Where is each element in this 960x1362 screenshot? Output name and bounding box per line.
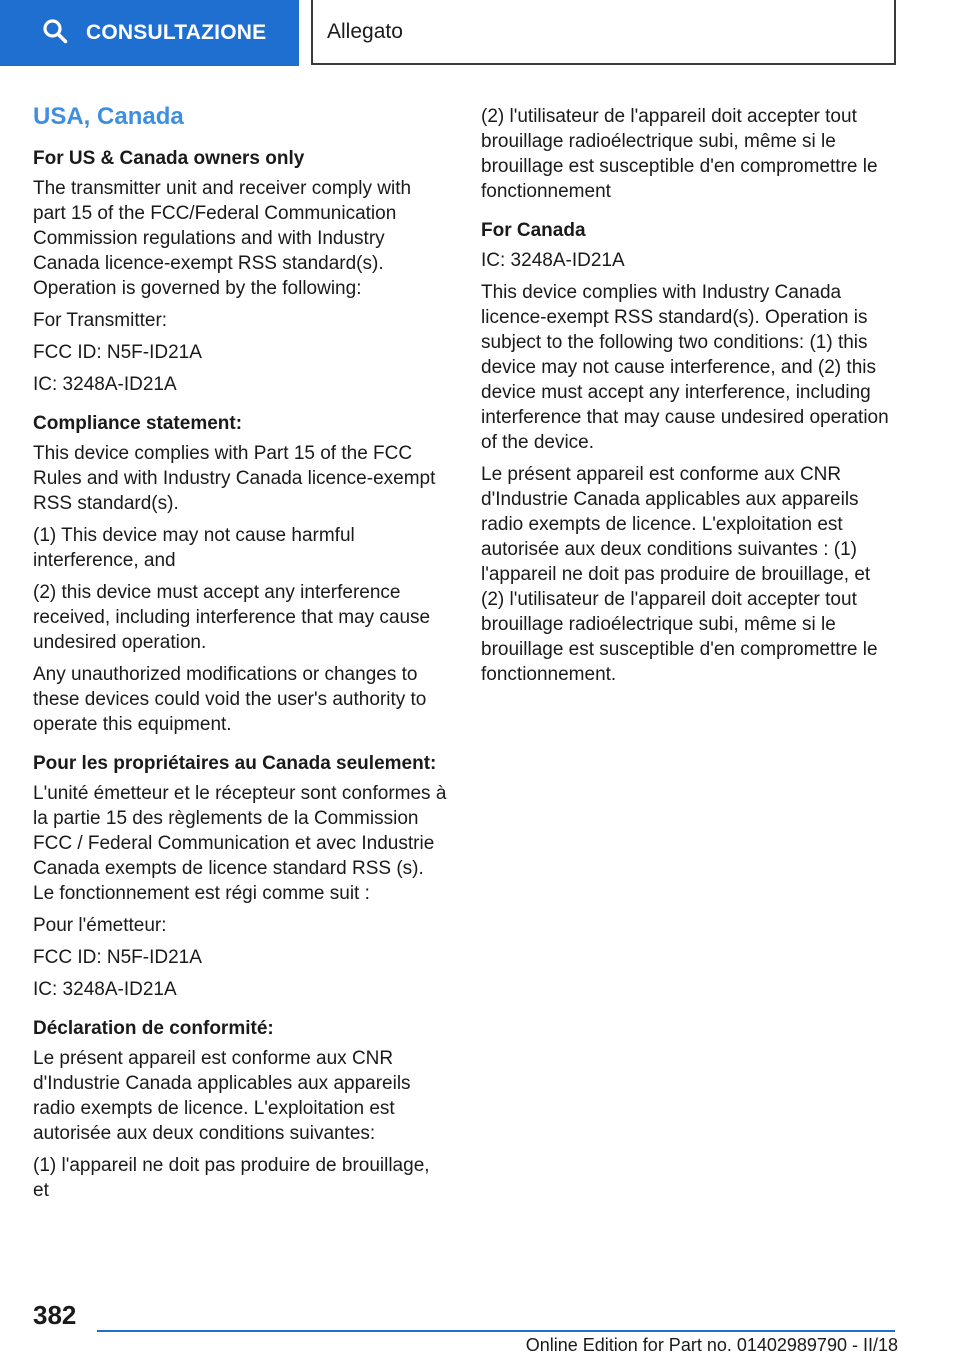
section-title: USA, Canada bbox=[33, 103, 184, 130]
section-tab-allegato[interactable] bbox=[311, 0, 896, 65]
section-tab-label: Allegato bbox=[327, 19, 403, 43]
search-icon bbox=[42, 18, 68, 49]
paragraph-compliance-3: (2) this device must accept any interference received, including interference that may cause undesired operation. bbox=[33, 582, 431, 653]
paragraph-declaration-2: (1) l'appareil ne doit pas produire de brouillage, et bbox=[33, 1155, 430, 1201]
page-number: 382 bbox=[33, 1300, 77, 1330]
paragraph-fr-fcc-id: FCC ID: N5F-ID21A bbox=[33, 947, 202, 968]
paragraph-intro: The transmitter unit and receiver comply with part 15 of the FCC/Federal Communication Commission regulations and with Industry Canada licence-exempt RSS standard(s). Operation is governed by the following: bbox=[33, 178, 412, 299]
paragraph-canada-fr: Le présent appareil est conforme aux CNR d'Industrie Canada applicables aux appareils radio exempts de licence. L'exploitation est autorisée aux deux conditions suivantes : (1) l'appareil ne doit pas produire de brouillage, et (2) l'utilisateur de l'appareil doit accepter tout brouillage radioélectrique subi, même si le brouillage est susceptible d'en compromettre le fonctionnement. bbox=[481, 464, 878, 685]
top-bar bbox=[0, 0, 960, 66]
search-button-label: CONSULTAZIONE bbox=[86, 21, 267, 44]
paragraph-compliance-4: Any unauthorized modifications or changes to these devices could void the user's authority to operate this equipment. bbox=[33, 664, 427, 735]
heading-for-canada: For Canada bbox=[481, 220, 586, 241]
paragraph-fr-ic: IC: 3248A-ID21A bbox=[33, 979, 177, 1000]
footer-edition: Online Edition for Part no. 01402989790 - II/18 bbox=[525, 1335, 898, 1355]
paragraph-canada-ic: IC: 3248A-ID21A bbox=[481, 250, 625, 271]
paragraph-fr-intro: L'unité émetteur et le récepteur sont conformes à la partie 15 des règlements de la Commission FCC / Federal Communication et avec Industrie Canada exempts de licence standard RSS (s). Le fonctionnement est régi comme suit : bbox=[33, 783, 447, 904]
heading-proprietaires: Pour les propriétaires au Canada seulement: bbox=[33, 753, 437, 774]
paragraph-declaration-1: Le présent appareil est conforme aux CNR d'Industrie Canada applicables aux appareils radio exempts de licence. L'exploitation est autorisée aux deux conditions suivantes: bbox=[33, 1048, 411, 1144]
paragraph-compliance-2: (1) This device may not cause harmful interference, and bbox=[33, 525, 355, 571]
paragraph-for-transmitter: For Transmitter: bbox=[33, 310, 168, 331]
paragraph-fr-emetteur: Pour l'émetteur: bbox=[33, 915, 167, 936]
paragraph-canada-en: This device complies with Industry Canada licence-exempt RSS standard(s). Operation is subject to the following two conditions: (1) this device may not cause interference, and (2) this device must accept any interference, including interference that may cause undesired operation of the device. bbox=[481, 282, 889, 453]
search-button[interactable] bbox=[0, 0, 299, 66]
heading-owners: For US & Canada owners only bbox=[33, 148, 305, 169]
paragraph-fcc-id: FCC ID: N5F-ID21A bbox=[33, 342, 202, 363]
right-column bbox=[481, 104, 893, 694]
footer-divider bbox=[97, 1330, 895, 1332]
heading-declaration: Déclaration de conformité: bbox=[33, 1018, 274, 1039]
heading-compliance: Compliance statement: bbox=[33, 413, 243, 434]
paragraph-compliance-1: This device complies with Part 15 of the FCC Rules and with Industry Canada licence-exempt RSS standard(s). bbox=[33, 443, 436, 514]
left-column bbox=[33, 100, 448, 1210]
paragraph-continuation: (2) l'utilisateur de l'appareil doit accepter tout brouillage radioélectrique subi, même si le brouillage est susceptible d'en compromettre le fonctionnement bbox=[481, 106, 878, 202]
paragraph-ic: IC: 3248A-ID21A bbox=[33, 374, 177, 395]
